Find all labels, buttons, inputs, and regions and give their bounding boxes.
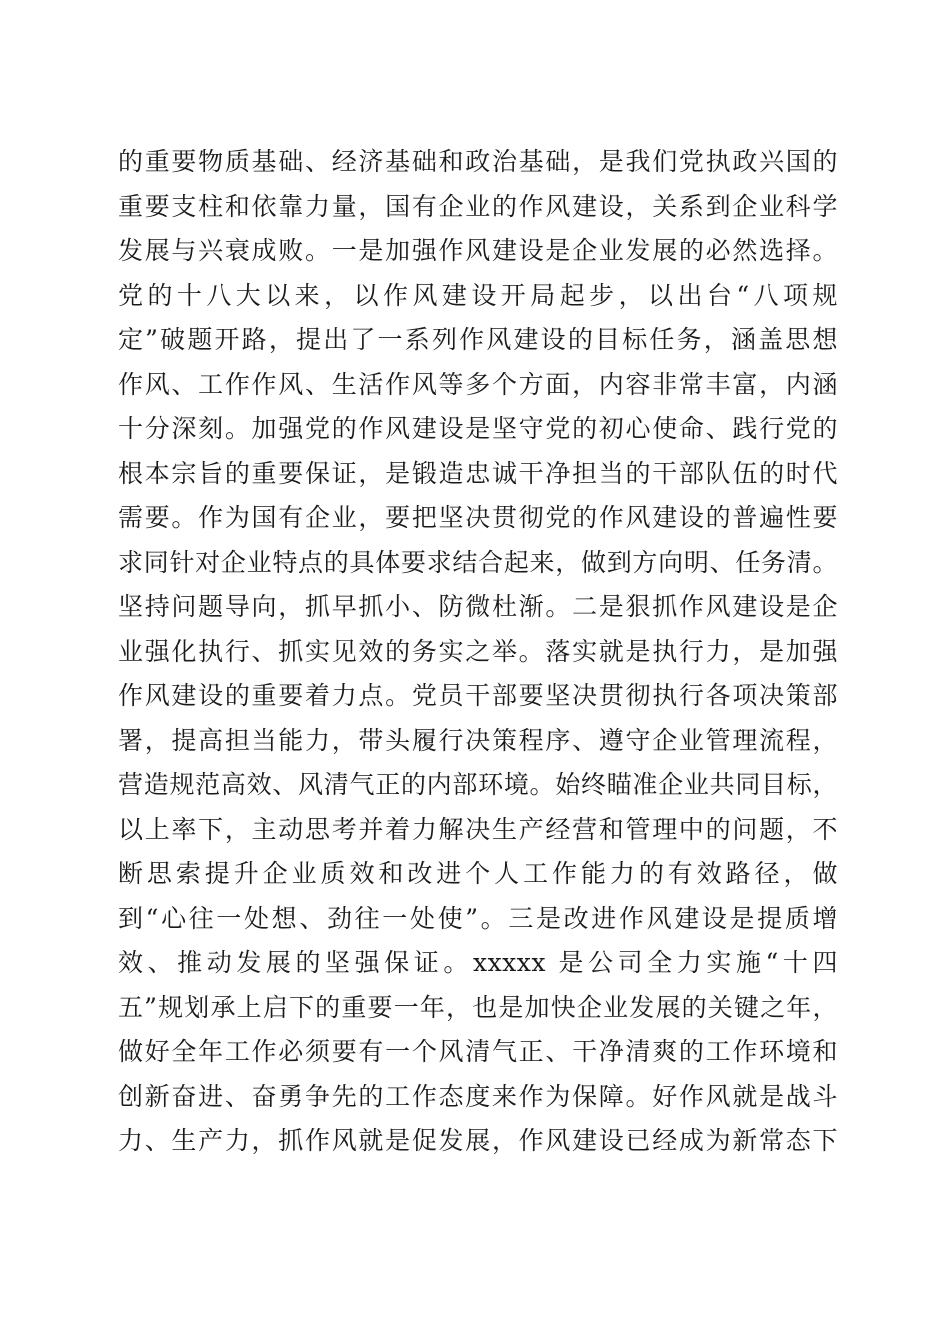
text-line: 作风、工作作风、生活作风等多个方面，内容非常丰富，内涵	[118, 369, 838, 399]
text-line: 做好全年工作必须要有一个风清气正、干净清爽的工作环境和	[118, 1037, 838, 1066]
text-line: 署，提高担当能力，带头履行决策程序、遵守企业管理流程，	[118, 725, 838, 755]
text-line: 力、生产力，抓作风就是促发展，作风建设已经成为新常态下	[118, 1126, 838, 1155]
text-line: 营造规范高效、风清气正的内部环境。始终瞄准企业共同目标，	[118, 770, 838, 799]
body-paragraph	[118, 140, 838, 1164]
text-line: 业强化执行、抓实见效的务实之举。落实就是执行力，是加强	[118, 636, 838, 666]
text-line: 效、推动发展的坚强保证。xxxxx 是公司全力实施“十四	[118, 948, 838, 977]
text-line: 党的十八大以来，以作风建设开局起步，以出台“八项规	[118, 280, 838, 310]
text-line: 需要。作为国有企业，要把坚决贯彻党的作风建设的普遍性要	[118, 503, 838, 532]
text-line: 求同针对企业特点的具体要求结合起来，做到方向明、任务清。	[118, 547, 838, 577]
text-line: 坚持问题导向，抓早抓小、防微杜渐。二是狠抓作风建设是企	[118, 592, 838, 621]
text-line: 以上率下，主动思考并着力解决生产经营和管理中的问题，不	[118, 814, 838, 844]
text-line: 根本宗旨的重要保证，是锻造忠诚干净担当的干部队伍的时代	[118, 458, 838, 488]
text-line: 作风建设的重要着力点。党员干部要坚决贯彻执行各项决策部	[118, 681, 838, 710]
text-line: 到“心往一处想、劲往一处使”。三是改进作风建设是提质增	[118, 903, 838, 933]
text-line: 十分深刻。加强党的作风建设是坚守党的初心使命、践行党的	[118, 414, 838, 443]
text-line: 五”规划承上启下的重要一年，也是加快企业发展的关键之年，	[118, 992, 838, 1022]
text-line: 定”破题开路，提出了一系列作风建设的目标任务，涵盖思想	[118, 325, 838, 354]
text-line: 重要支柱和依靠力量，国有企业的作风建设，关系到企业科学	[118, 191, 838, 221]
text-line: 创新奋进、奋勇争先的工作态度来作为保障。好作风就是战斗	[118, 1081, 838, 1111]
text-line: 的重要物质基础、经济基础和政治基础，是我们党执政兴国的	[118, 147, 838, 176]
text-line: 发展与兴衰成败。一是加强作风建设是企业发展的必然选择。	[118, 236, 838, 265]
text-line: 断思索提升企业质效和改进个人工作能力的有效路径，做	[118, 859, 838, 888]
